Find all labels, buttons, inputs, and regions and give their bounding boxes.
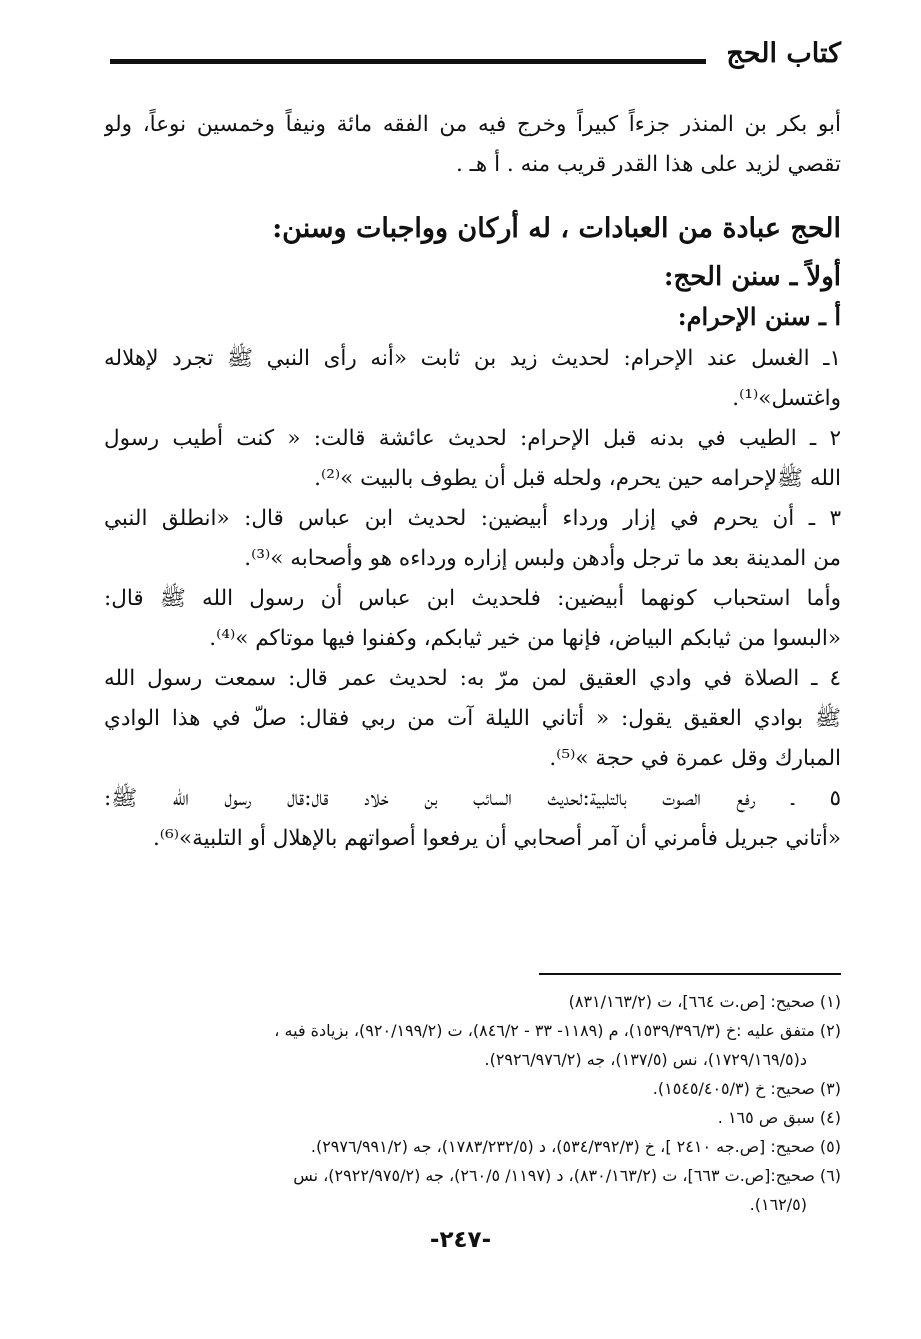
body-line: المبارك وقل عمرة في حجة »⁽⁵⁾. (549, 746, 841, 771)
body-line: ٢ ـ الطيب في بدنه قبل الإحرام: لحديث عائشة قالت: « كنت أطيب رسول (104, 426, 841, 451)
footnote-item: (١) صحيح: [ص.ت ٦٦٤]، ت (٨٣١/١٦٣/٢) (568, 992, 841, 1011)
body-line: «البسوا من ثيابكم البياض، فإنها من خير ثيابكم، وكفنوا فيها موتاكم »⁽⁴⁾. (209, 626, 841, 651)
body-line: ٥ ـ رفع الصوت بالتلبية:لحديث السائب بن خلاد قال:قال رسول الله ﷺ: (104, 786, 841, 811)
intro-line: تقصي لزيد على هذا القدر قريب منه . أ هـ . (455, 152, 841, 177)
footnote-item: (٣) صحيح: خ (١٥٤٥/٤٠٥/٣). (652, 1079, 841, 1098)
running-header (110, 32, 841, 76)
footnote-item: (٦) صحيح:[ص.ت ٦٦٣]، ت (٨٣٠/١٦٣/٢)، د (١١٩٧/ ٢٦٠/٥)، جه (٢٩٢٢/٩٧٥/٢)، نس (293, 1166, 841, 1185)
body-line: من المدينة بعد ما ترجل وأدهن ولبس إزاره ورداءه هو وأصحابه »⁽³⁾. (244, 546, 841, 571)
body-line: «أتاني جبريل فأمرني أن آمر أصحابي أن يرفعوا أصواتهم بالإهلال أو التلبية»⁽⁶⁾. (152, 826, 841, 851)
section-heading: الحج عبادة من العبادات ، له أركان وواجبات وسنن: (272, 213, 841, 244)
body-line: ٣ ـ أن يحرم في إزار ورداء أبيضين: لحديث ابن عباس قال: «انطلق النبي (104, 506, 841, 531)
header-rule (110, 59, 706, 64)
body-line: ٤ ـ الصلاة في وادي العقيق لمن مرّ به: لحديث عمر قال: سمعت رسول الله (104, 666, 841, 691)
intro-line: أبو بكر بن المنذر جزءاً كبيراً وخرج فيه من الفقه مائة ونيفاً وخمسين نوعاً، ولو (104, 112, 841, 137)
body-line: وأما استحباب كونهما أبيضين: فلحديث ابن عباس أن رسول الله ﷺ قال: (104, 586, 841, 611)
footnote-separator (539, 973, 841, 975)
page-number: -٢٤٧- (429, 1227, 492, 1253)
footnote-item: (٥) صحيح: [ص.جه ٢٤١٠ ]، خ (٥٣٤/٣٩٢/٣)، د (١٧٨٣/٢٣٢/٥)، جه (٢٩٧٦/٩٩١/٢). (310, 1137, 841, 1156)
footnote-item: (٤) سبق ص ١٦٥ . (717, 1108, 841, 1127)
footnote-continuation: (١٦٢/٥). (749, 1195, 807, 1214)
sub-subsection-heading: أ ـ سنن الإحرام: (677, 302, 841, 331)
footnote-item: (٢) متفق عليه :خ (١٥٣٩/٣٩٦/٣)، م (١١٨٩- ٣٣ - ٨٤٦/٢)، ت (٩٢٠/١٩٩/٢)، بزيادة فيه ، (274, 1021, 841, 1040)
header-title: كتاب الحج (726, 38, 841, 69)
body-line: ١ـ الغسل عند الإحرام: لحديث زيد بن ثابت «أنه رأى النبي ﷺ تجرد لإهلاله (104, 346, 841, 371)
footnotes (104, 987, 841, 1219)
subsection-heading: أولاً ـ سنن الحج: (663, 262, 841, 292)
body-line: واغتسل»⁽¹⁾. (732, 386, 841, 411)
body-line: ﷺ بوادي العقيق يقول: « أتاني الليلة آت من ربي فقال: صلّ في هذا الوادي (104, 706, 841, 731)
body-line: الله ﷺلإحرامه حين يحرم، ولحله قبل أن يطوف بالبيت »⁽²⁾. (314, 466, 841, 491)
main-text (104, 105, 841, 859)
footnote-continuation: د(١٧٢٩/١٦٩/٥)، نس (١٣٧/٥)، جه (٢٩٢٦/٩٧٦/٢). (484, 1050, 807, 1069)
